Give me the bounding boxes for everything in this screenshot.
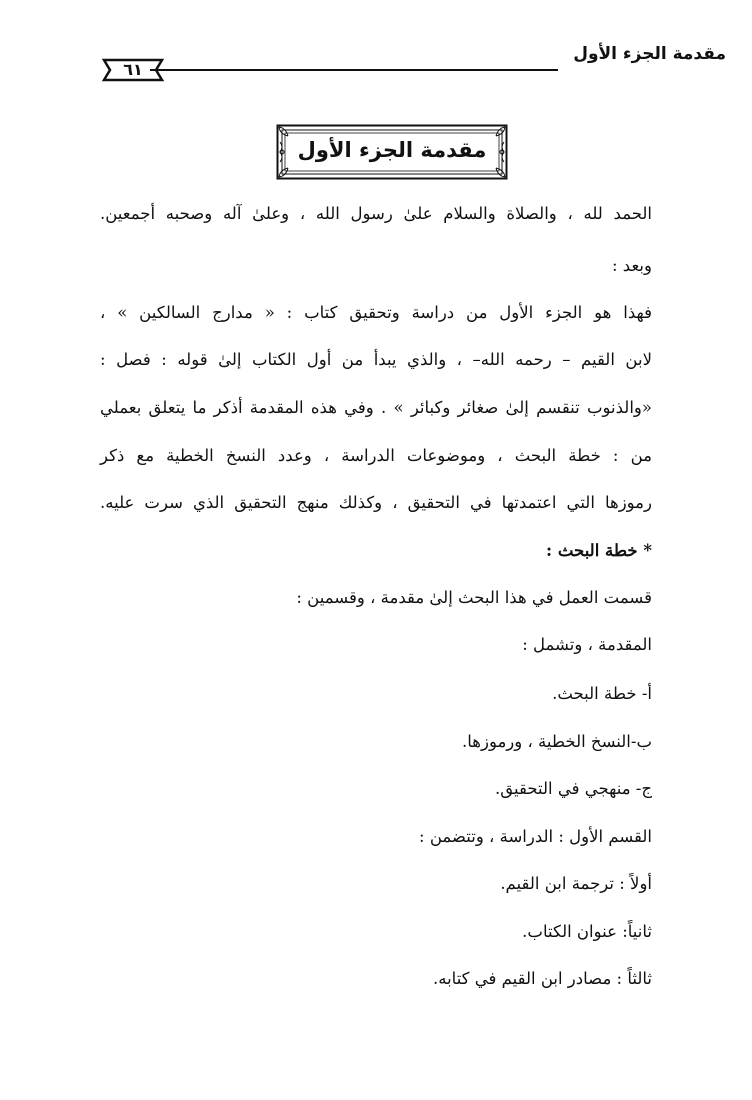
running-header-title: مقدمة الجزء الأول — [573, 44, 726, 64]
list-item-a: أ- خطة البحث. — [552, 684, 652, 703]
list-item-third: ثالثاً : مصادر ابن القيم في كتابه. — [432, 969, 652, 988]
body-line-3: فهذا هو الجزء الأول من دراسة وتحقيق كتاب : « مدارج السالكين » ، — [100, 303, 652, 322]
body-line-1: الحمد لله ، والصلاة والسلام علىٰ رسول الله ، وعلىٰ آله وصحبه أجمعين. — [100, 204, 652, 223]
page-number-badge — [100, 58, 166, 82]
section-heading-research-plan: * خطة البحث : — [546, 541, 652, 560]
header-rule — [150, 69, 558, 71]
body-line-9: المقدمة ، وتشمل : — [522, 635, 652, 654]
list-item-b: ب-النسخ الخطية ، ورموزها. — [462, 732, 652, 751]
list-item-second: ثانياً: عنوان الكتاب. — [522, 922, 652, 941]
list-item-first: أولاً : ترجمة ابن القيم. — [500, 874, 652, 893]
list-item-c: ج- منهجي في التحقيق. — [495, 779, 652, 798]
body-line-4: لابن القيم – رحمه الله– ، والذي يبدأ من أول الكتاب إلىٰ قوله : فصل : — [100, 350, 652, 369]
section-title: مقدمة الجزء الأول — [297, 138, 487, 162]
body-line-5: «والذنوب تنقسم إلىٰ صغائر وكبائر » . وفي هذه المقدمة أذكر ما يتعلق بعملي — [100, 398, 652, 417]
body-line-7: رموزها التي اعتمدتها في التحقيق ، وكذلك منهج التحقيق الذي سرت عليه. — [100, 493, 652, 512]
body-line-6: من : خطة البحث ، وموضوعات الدراسة ، وعدد النسخ الخطية مع ذكر — [100, 446, 652, 465]
body-line-8: قسمت العمل في هذا البحث إلىٰ مقدمة ، وقسمين : — [296, 588, 652, 607]
body-line-part-one: القسم الأول : الدراسة ، وتتضمن : — [419, 827, 652, 846]
section-title-box — [276, 124, 508, 180]
body-line-2: وبعد : — [612, 256, 652, 275]
page-number: ٦١ — [123, 60, 143, 79]
